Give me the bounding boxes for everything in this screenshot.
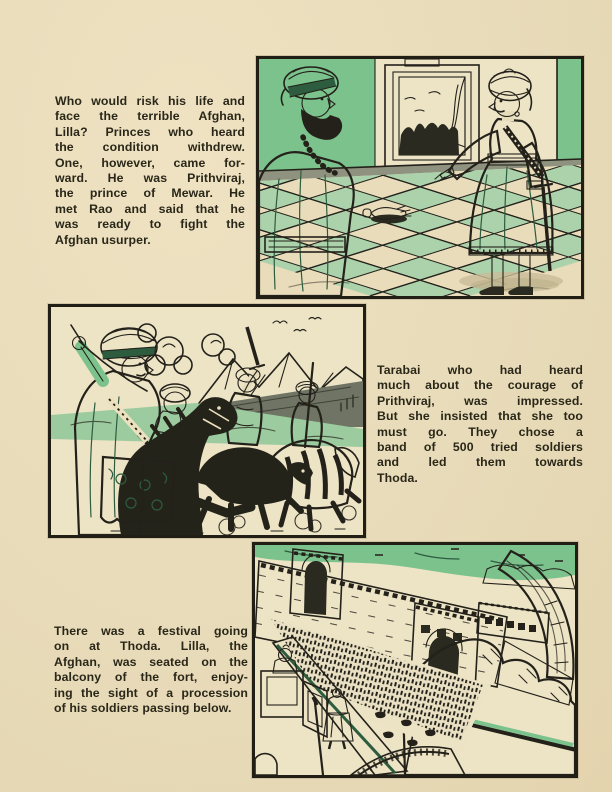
caption-line: must go. They chose a (377, 424, 583, 439)
caption-line: the prince of Mewar. He (55, 186, 245, 201)
caption-line: Thoda. (377, 470, 418, 485)
palace-illustration (259, 59, 581, 296)
caption-line: face the terrible Afghan, (55, 109, 245, 124)
caption-block-1 (55, 94, 245, 248)
caption-line: and led them towards (377, 455, 583, 470)
caption-line: balcony of the fort, enjoy- (54, 670, 248, 685)
caption-block-2 (377, 363, 583, 486)
caption-line: But she insisted that she too (377, 409, 583, 424)
caption-block-3 (54, 624, 248, 716)
caption-line: ward. He was Prithviraj, (55, 171, 245, 186)
caption-line: was ready to fight the (55, 217, 245, 232)
panel-palace (256, 56, 584, 299)
caption-line: of his soldiers passing below. (54, 701, 232, 716)
caption-line: on at Thoda. Lilla, the (54, 639, 248, 654)
caption-line: Afghan usurper. (55, 232, 151, 247)
caption-line: Lilla? Princes who heard (55, 124, 245, 139)
caption-line: met Rao and said that he (55, 201, 245, 216)
caption-line: Who would risk his life and (55, 94, 245, 108)
caption-line: Prithviraj, was impressed. (377, 393, 583, 408)
caption-line: ing the sight of a procession (54, 685, 248, 700)
fortress-illustration (255, 545, 575, 775)
caption-line: There was a festival going (54, 624, 248, 638)
panel-riding (48, 304, 366, 538)
caption-line: band of 500 tried soldiers (377, 440, 583, 455)
caption-line: much about the courage of (377, 378, 583, 393)
caption-line: One, however, came for- (55, 155, 245, 170)
caption-line: the condition withdrew. (55, 140, 245, 155)
caption-line: Afghan, was seated on the (54, 654, 248, 669)
caption-line: Tarabai who had heard (377, 363, 583, 377)
panel-fortress (252, 542, 578, 778)
riding-illustration (51, 307, 363, 535)
